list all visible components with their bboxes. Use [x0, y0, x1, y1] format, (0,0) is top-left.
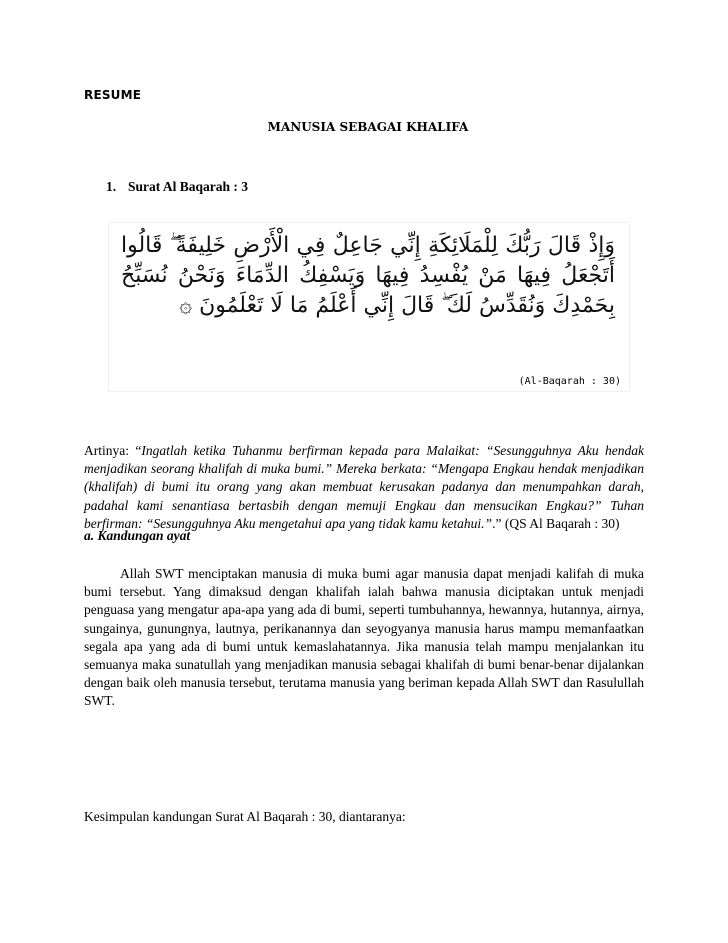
resume-label: RESUME [84, 88, 142, 102]
translation-suffix: .” (QS Al Baqarah : 30) [492, 515, 620, 531]
document-title: MANUSIA SEBAGAI KHALIFA [267, 120, 469, 134]
kandungan-paragraph: Allah SWT menciptakan manusia di muka bumi agar manusia dapat menjadi kalifah di muka bumi tersebut. Yang dimaksud dengan khalifah ialah bahwa manusia diciptakan untuk menjadi penguasa yang mengatur apa-apa yang ada di bumi, seperti tumbuhannya, hewannya, hutannya, airnya, sungainya, gunungnya, lautnya, perikanannya dan seyogyanya manusia harus mampu memanfaatkan segala apa yang ada di bumi untuk kemaslahatannya. Jika manusia telah mampu menjalankan itu semuanya maka sunatullah yang menjadikan manusia sebagai khalifah di bumi benar-benar dijalankan dengan baik oleh manusia tersebut, terutama manusia yang beriman kepada Allah SWT dan Rasulullah SWT. [84, 566, 644, 709]
translation-paragraph [84, 442, 644, 533]
arabic-verse-image [108, 222, 630, 392]
section-heading [106, 179, 248, 195]
section-heading-text: Surat Al Baqarah : 3 [128, 179, 249, 194]
verse-reference: (Al-Baqarah : 30) [518, 376, 621, 387]
arabic-verse-text: وَإِذْ قَالَ رَبُّكَ لِلْمَلَائِكَةِ إِنِّي جَاعِلٌ فِي الْأَرْضِ خَلِيفَةً ۖ قَالُوا أَتَجْعَلُ فِيهَا مَنْ يُفْسِدُ فِيهَا وَيَسْفِكُ الدِّمَاءَ وَنَحْنُ نُسَبِّحُ بِحَمْدِكَ وَنُقَدِّسُ لَكَ ۖ قَالَ إِنِّي أَعْلَمُ مَا لَا تَعْلَمُونَ ۞ [121, 233, 615, 318]
subheading-kandungan: a. Kandungan ayat [84, 528, 191, 543]
translation-prefix: Artinya: “ [84, 443, 142, 458]
translation-italic: Ingatlah ketika Tuhanmu berfirman kepada para Malaikat: “Sesungguhnya Aku hendak menjadikan seorang khalifah di muka bumi.” Mereka berkata: “Mengapa Engkau hendak menjadikan (khalifah) di bumi itu orang yang akan membuat kerusakan padanya dan menumpahkan darah, padahal kami senantiasa bertasbih dengan memuji Engkau dan mensucikan Engkau?” Tuhan berfirman: “Sesungguhnya Aku mengetahui apa yang tidak kamu ketahui.” [84, 443, 645, 531]
conclusion-line: Kesimpulan kandungan Surat Al Baqarah : 30, diantaranya: [84, 809, 406, 824]
section-number: 1. [106, 179, 117, 194]
